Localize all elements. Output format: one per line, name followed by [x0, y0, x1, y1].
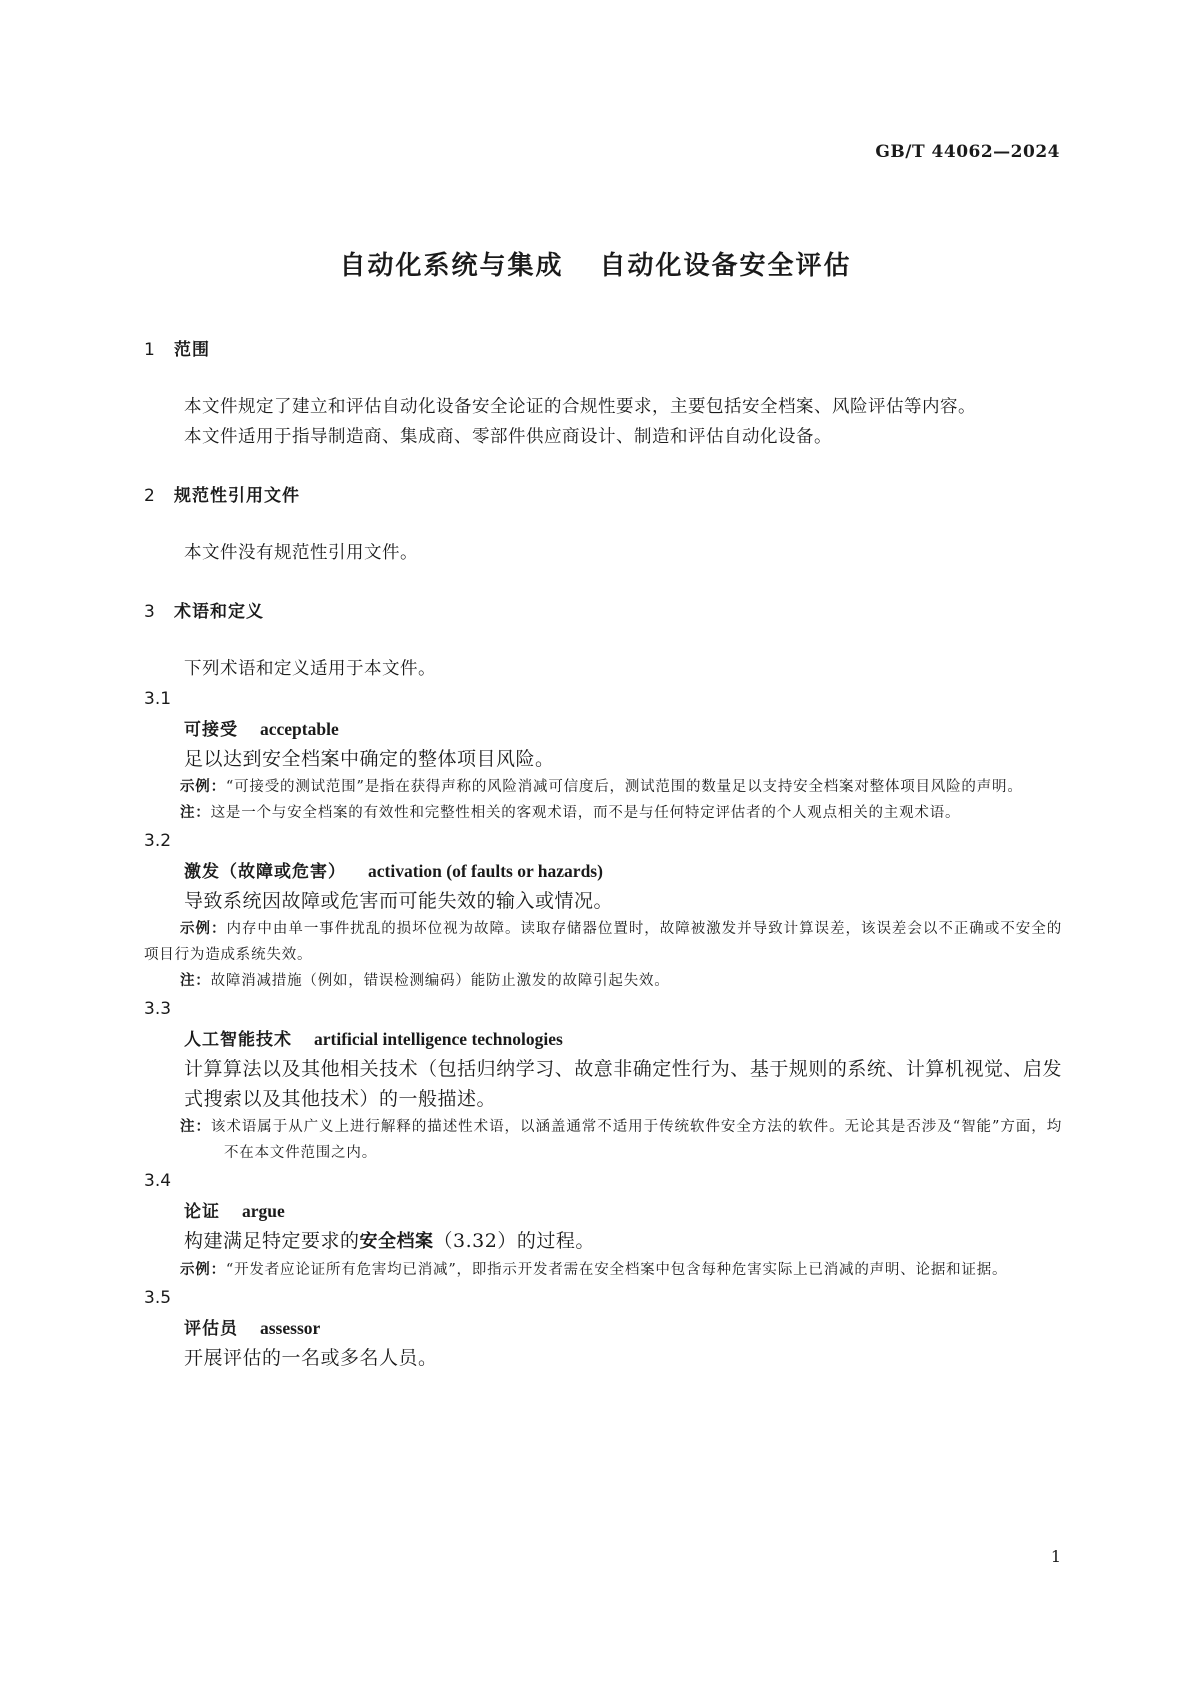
page-number: 1 — [1050, 1547, 1061, 1566]
term-example — [144, 774, 1062, 800]
standard-number: GB/T 44062—2024 — [875, 142, 1060, 162]
note-label: 注： — [180, 1119, 211, 1135]
term-heading — [144, 1313, 1062, 1343]
section-number: 1 — [144, 340, 156, 360]
term-number: 3.2 — [144, 831, 172, 851]
term-example — [144, 1257, 1062, 1283]
term-cross-reference: 安全档案 — [359, 1231, 434, 1252]
section-title: 范围 — [174, 340, 210, 360]
example-label: 示例： — [180, 921, 227, 937]
section-number: 2 — [144, 486, 156, 506]
term-en: argue — [242, 1201, 285, 1221]
term-note — [144, 800, 1062, 826]
term-heading — [144, 714, 1062, 744]
section-number: 3 — [144, 602, 156, 622]
title-part-1: 自动化系统与集成 — [339, 251, 564, 281]
term-example — [144, 916, 1062, 968]
term-number: 3.5 — [144, 1288, 172, 1308]
section-heading-normative-references — [144, 484, 1062, 508]
term-heading — [144, 1024, 1062, 1054]
term-definition: 足以达到安全档案中确定的整体项目风险。 — [184, 748, 555, 770]
term-note — [144, 968, 1062, 994]
term-en: activation (of faults or hazards) — [368, 861, 603, 881]
term-definition: 导致系统因故障或危害而可能失效的输入或情况。 — [184, 890, 614, 912]
term-number: 3.1 — [144, 689, 172, 709]
example-text: “开发者应论证所有危害均已消减”，即指示开发者需在安全档案中包含每种危害实际上已消减的声明、论据和证据。 — [225, 1262, 1008, 1278]
definition-text: （3.32）的过程。 — [433, 1230, 595, 1252]
term-en: artificial intelligence technologies — [314, 1029, 563, 1049]
term-zh: 激发（故障或危害） — [184, 862, 346, 882]
term-zh: 评估员 — [184, 1319, 238, 1339]
term-zh: 论证 — [184, 1202, 220, 1222]
term-heading — [144, 1196, 1062, 1226]
term-en: assessor — [260, 1318, 321, 1338]
document-body — [144, 338, 1062, 1373]
section-heading-terms — [144, 600, 1062, 624]
term-en: acceptable — [260, 719, 339, 739]
note-text: 该术语属于从广义上进行解释的描述性术语，以涵盖通常不适用于传统软件安全方法的软件。无论其是否涉及“智能”方面，均不在本文件范围之内。 — [210, 1119, 1062, 1161]
term-definition: 开展评估的一名或多名人员。 — [184, 1347, 438, 1369]
example-label: 示例： — [180, 1262, 226, 1278]
term-definition: 计算算法以及其他相关技术（包括归纳学习、故意非确定性行为、基于规则的系统、计算机视觉、启发式搜索以及其他技术）的一般描述。 — [184, 1058, 1062, 1110]
section-heading-scope — [144, 338, 1062, 362]
section-title: 术语和定义 — [174, 602, 264, 622]
paragraph: 本文件规定了建立和评估自动化设备安全论证的合规性要求，主要包括安全档案、风险评估等内容。 — [184, 397, 976, 417]
term-number: 3.3 — [144, 999, 172, 1019]
section-title: 规范性引用文件 — [174, 486, 300, 506]
example-label: 示例： — [180, 779, 226, 795]
term-definition — [144, 1226, 1062, 1257]
example-text: “可接受的测试范围”是指在获得声称的风险消减可信度后，测试范围的数量足以支持安全档案对整体项目风险的声明。 — [225, 779, 1023, 795]
note-text: 故障消减措施（例如，错误检测编码）能防止激发的故障引起失效。 — [210, 973, 670, 989]
term-note — [144, 1114, 1062, 1166]
term-zh: 可接受 — [184, 720, 238, 740]
note-label: 注： — [180, 973, 211, 989]
example-text: 内存中由单一事件扰乱的损坏位视为故障。读取存储器位置时，故障被激发并导致计算误差，该误差会以不正确或不安全的项目行为造成系统失效。 — [144, 921, 1062, 963]
paragraph: 本文件没有规范性引用文件。 — [184, 543, 418, 563]
term-heading — [144, 856, 1062, 886]
term-zh: 人工智能技术 — [184, 1030, 292, 1050]
note-label: 注： — [180, 805, 211, 821]
title-part-2: 自动化设备安全评估 — [599, 251, 852, 281]
term-number: 3.4 — [144, 1171, 172, 1191]
definition-text: 构建满足特定要求的 — [184, 1230, 360, 1252]
paragraph: 下列术语和定义适用于本文件。 — [184, 659, 436, 679]
note-text: 这是一个与安全档案的有效性和完整性相关的客观术语，而不是与任何特定评估者的个人观点相关的主观术语。 — [210, 805, 961, 821]
paragraph: 本文件适用于指导制造商、集成商、零部件供应商设计、制造和评估自动化设备。 — [184, 427, 832, 447]
document-title — [0, 245, 1191, 282]
